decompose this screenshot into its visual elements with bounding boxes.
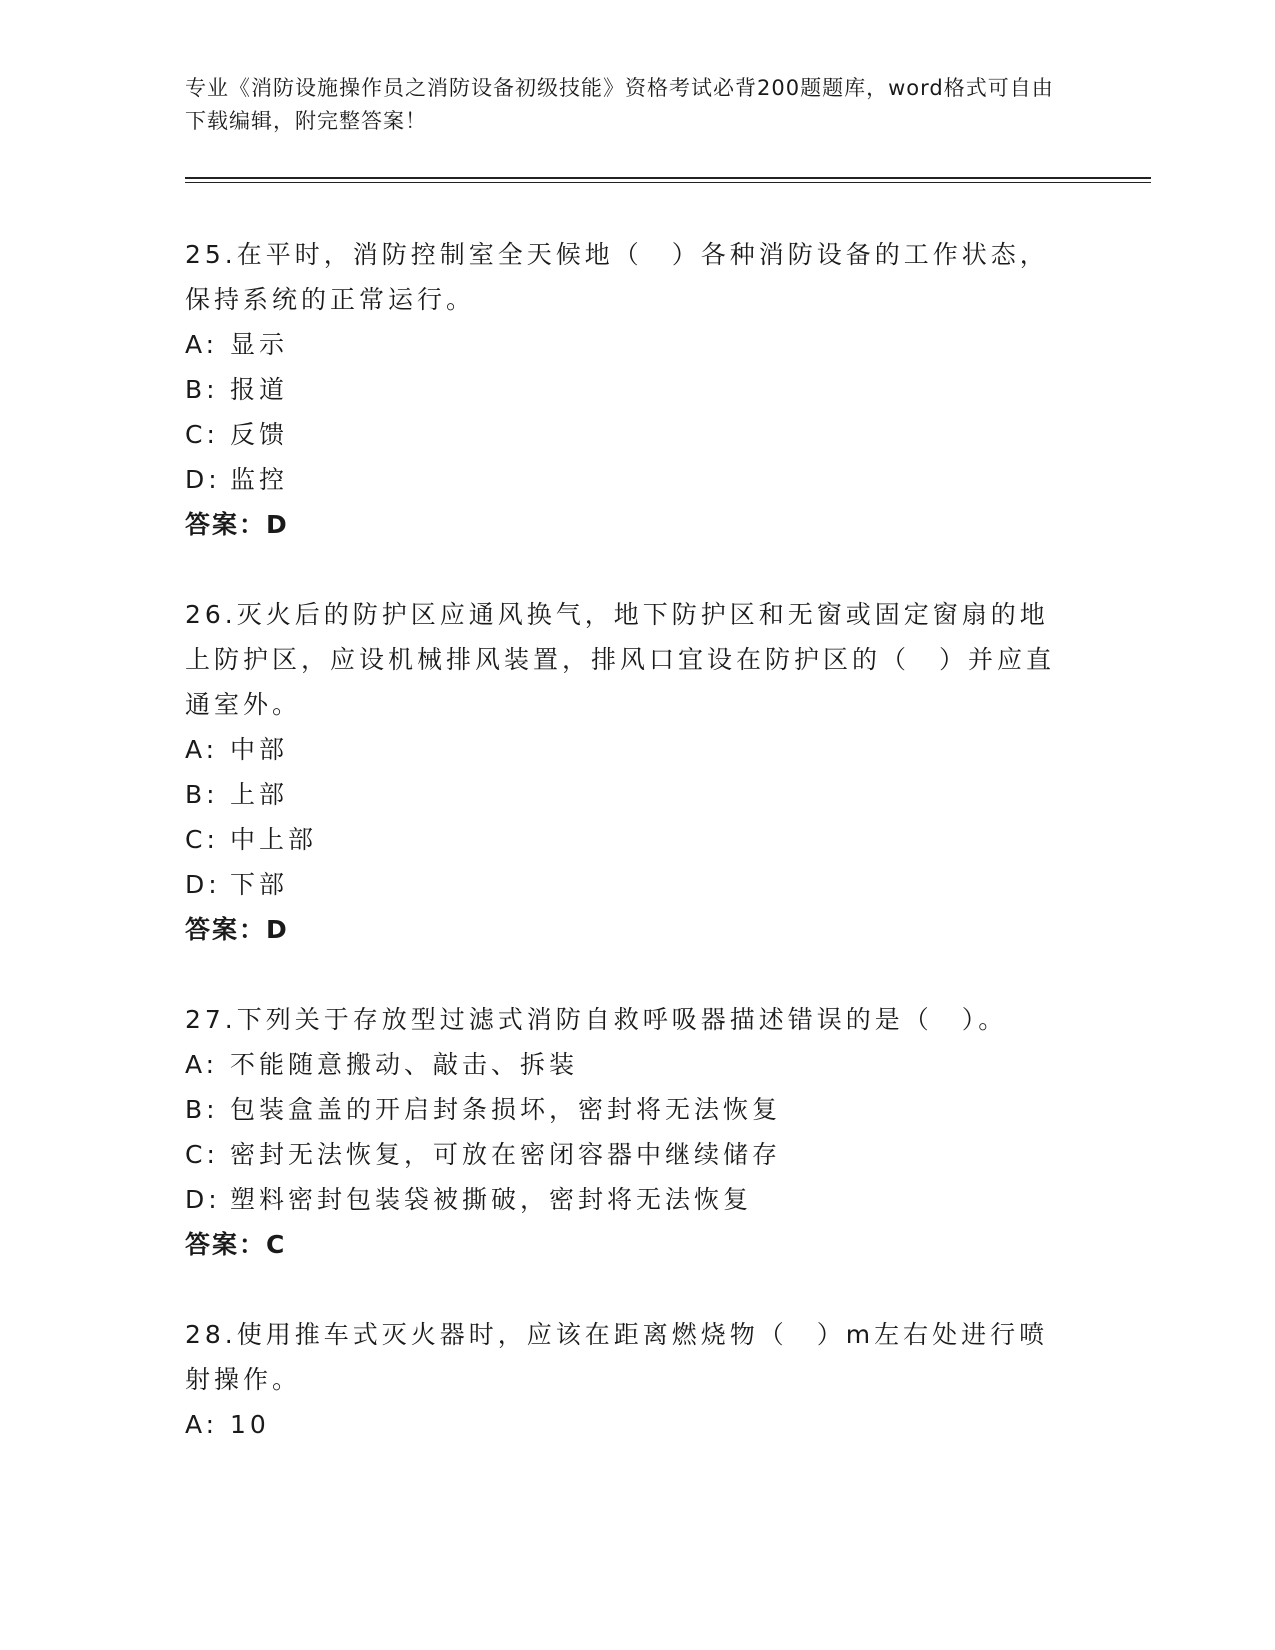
question-28 <box>185 1312 1065 1447</box>
option-key: A: <box>185 1050 219 1079</box>
option-key: A: <box>185 330 219 359</box>
option-key: C: <box>185 1140 219 1169</box>
option-c <box>185 412 1065 457</box>
option-c <box>185 817 1065 862</box>
answer-label: 答案：C <box>185 1230 287 1259</box>
option-text: 上部 <box>230 780 289 809</box>
option-key: B: <box>185 780 219 809</box>
question-stem: 27.下列关于存放型过滤式消防自救呼吸器描述错误的是（ ）。 <box>185 1005 1008 1034</box>
option-text: 包装盒盖的开启封条损坏，密封将无法恢复 <box>230 1095 782 1124</box>
question-25 <box>185 232 1065 547</box>
document-header <box>185 72 1065 138</box>
header-divider-thin <box>185 182 1151 183</box>
option-d <box>185 457 1065 502</box>
question-list <box>185 232 1065 1492</box>
option-text: 报道 <box>230 375 289 404</box>
option-a <box>185 1042 1065 1087</box>
option-b <box>185 367 1065 412</box>
option-key: A: <box>185 1410 219 1439</box>
option-text: 塑料密封包装袋被撕破，密封将无法恢复 <box>230 1185 753 1214</box>
question-stem: 28.使用推车式灭火器时，应该在距离燃烧物（ ）m左右处进行喷射操作。 <box>185 1320 1049 1394</box>
option-key: D: <box>185 870 221 899</box>
option-text: 中部 <box>230 735 289 764</box>
option-key: B: <box>185 375 219 404</box>
option-key: D: <box>185 465 221 494</box>
option-text: 密封无法恢复，可放在密闭容器中继续储存 <box>230 1140 782 1169</box>
answer-label: 答案：D <box>185 510 289 539</box>
option-a <box>185 727 1065 772</box>
option-text: 监控 <box>230 465 289 494</box>
option-key: D: <box>185 1185 221 1214</box>
option-c <box>185 1132 1065 1177</box>
option-key: C: <box>185 420 219 449</box>
answer-label: 答案：D <box>185 915 289 944</box>
question-26 <box>185 592 1065 952</box>
option-d <box>185 1177 1065 1222</box>
option-key: A: <box>185 735 219 764</box>
option-text: 中上部 <box>230 825 318 854</box>
question-stem: 26.灭火后的防护区应通风换气，地下防护区和无窗或固定窗扇的地上防护区，应设机械排风装置，排风口宜设在防护区的（ ）并应直通室外。 <box>185 600 1056 719</box>
option-text: 显示 <box>230 330 289 359</box>
option-a <box>185 322 1065 367</box>
option-b <box>185 1087 1065 1132</box>
option-a <box>185 1402 1065 1447</box>
option-key: B: <box>185 1095 219 1124</box>
header-divider-thick <box>185 177 1151 179</box>
option-key: C: <box>185 825 219 854</box>
option-text: 10 <box>230 1410 270 1439</box>
option-text: 反馈 <box>230 420 289 449</box>
option-text: 下部 <box>230 870 289 899</box>
question-stem: 25.在平时，消防控制室全天候地（ ）各种消防设备的工作状态，保持系统的正常运行。 <box>185 240 1049 314</box>
header-text: 专业《消防设施操作员之消防设备初级技能》资格考试必背200题题库，word格式可自由下载编辑，附完整答案！ <box>185 76 1054 133</box>
option-b <box>185 772 1065 817</box>
option-d <box>185 862 1065 907</box>
question-27 <box>185 997 1065 1267</box>
option-text: 不能随意搬动、敲击、拆装 <box>230 1050 579 1079</box>
